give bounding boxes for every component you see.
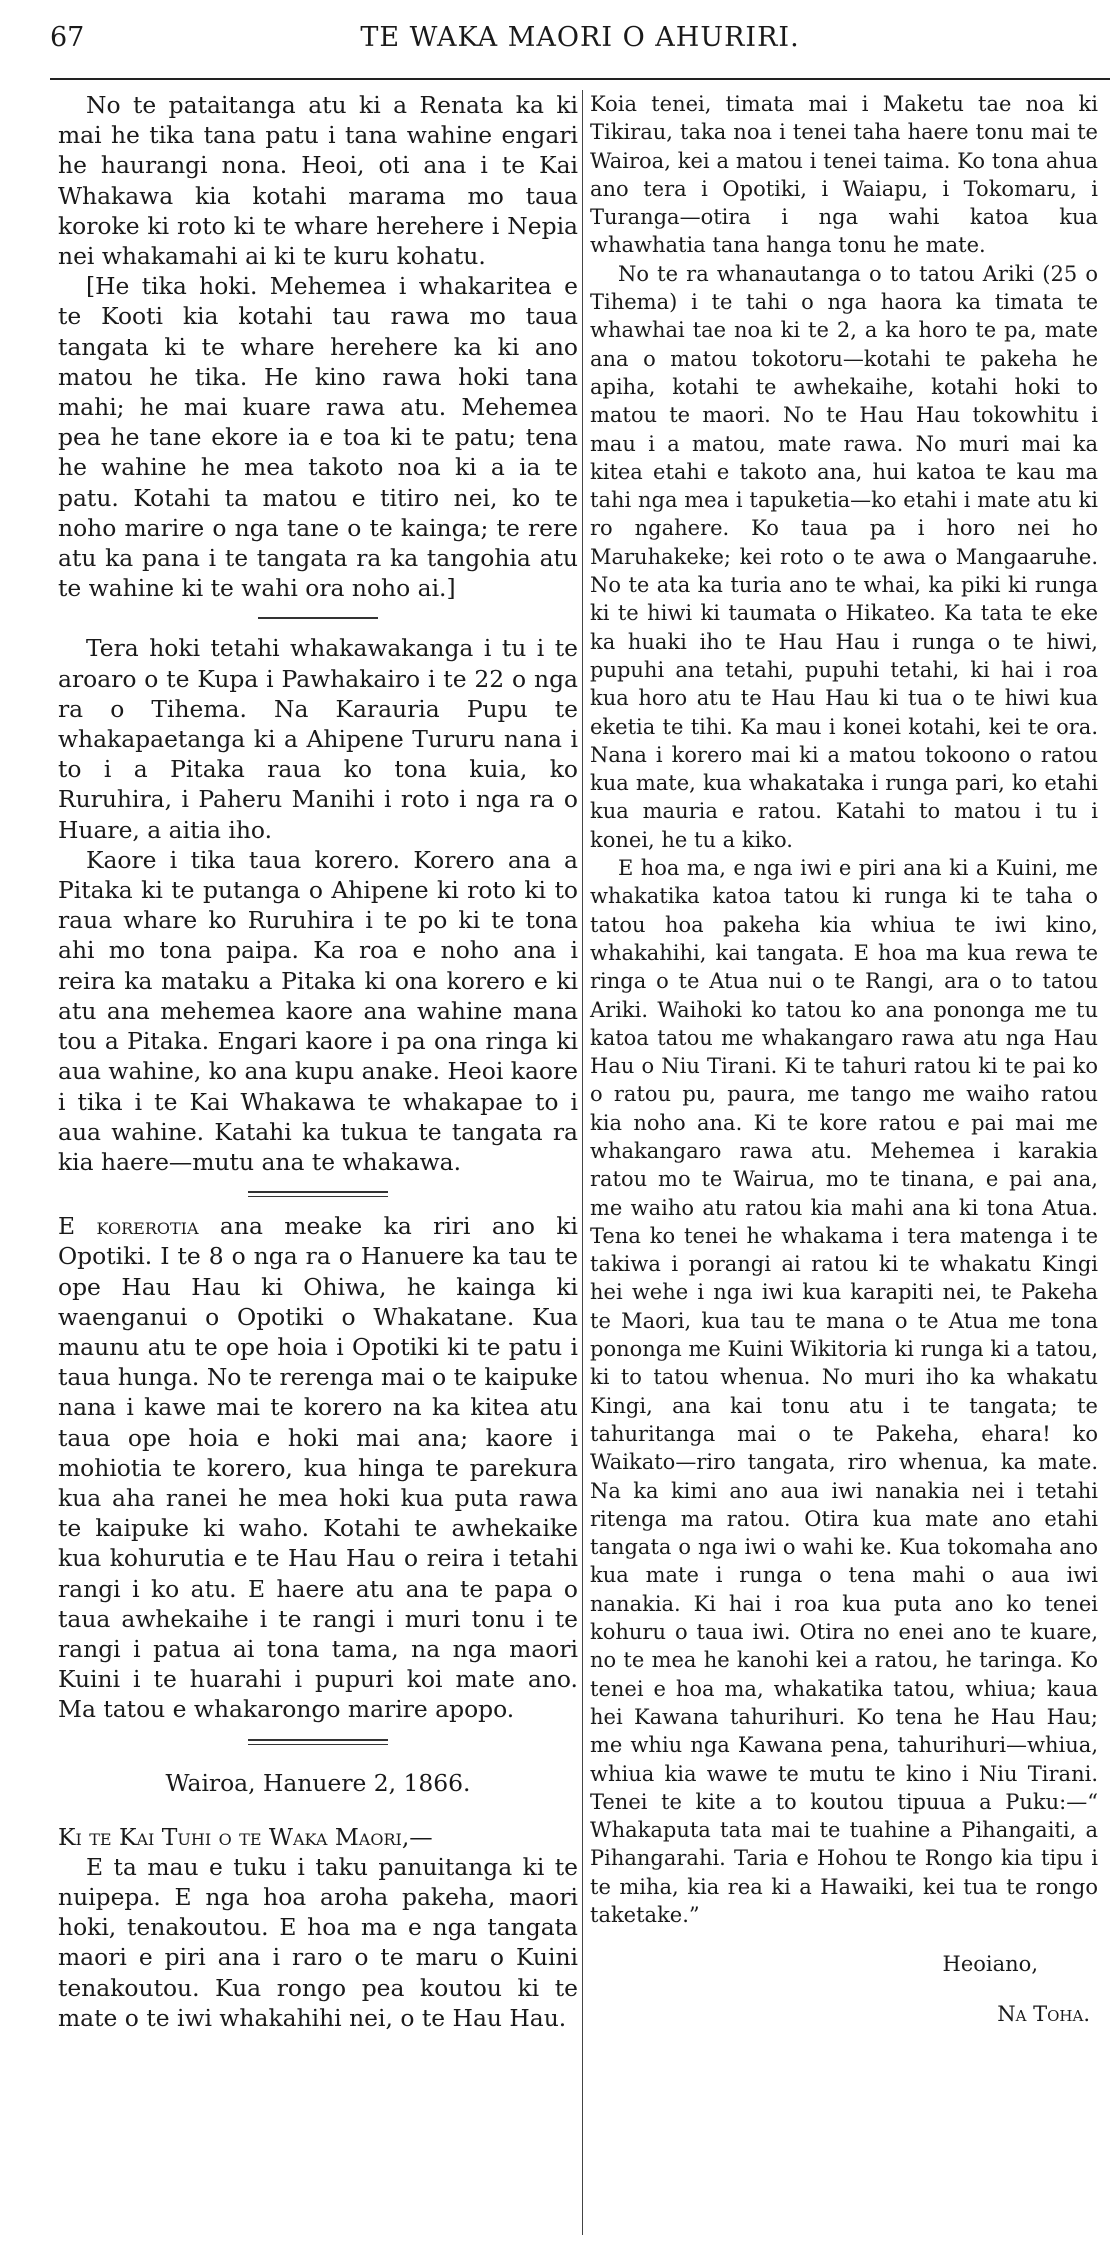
- letter-closing: Heoiano,: [942, 1952, 1038, 1977]
- page-number: 67: [50, 22, 85, 53]
- right-column: [590, 90, 1098, 2049]
- letter-signature: Na Toha.: [997, 2001, 1090, 2026]
- letter-dateline: Wairoa, Hanuere 2, 1866.: [165, 1768, 471, 1797]
- article-paragraph: No te pataitanga atu ki a Renata ka ki mai he tika tana patu i tana wahine engari he haurangi nona. Heoi, oti ana i te Kai Whakawa kia kotahi marama mo taua koroke ki roto ki te whare herehere i Nepia nei whakamahi ai ki te kuru kohatu.: [58, 91, 578, 271]
- letter-salutation: Ki te Kai Tuhi o te Waka Maori,—: [58, 1822, 433, 1851]
- news-item: [58, 1211, 578, 1724]
- lead-words: E korerotia: [58, 1212, 199, 1241]
- page-header: [50, 22, 1110, 62]
- letter-paragraph: E ta mau e tuku i taku panuitanga ki te nuipepa. E nga hoa aroha pakeha, maori hoki, tenakoutou. E hoa ma e nga tangata maori e piri ana i raro o te maru o Kuini tenakoutou. Kua rongo pea koutou ki te mate o te iwi whakahihi nei, o te Hau Hau.: [58, 1852, 578, 2032]
- section-divider: [248, 1739, 388, 1745]
- letter-paragraph: Koia tenei, timata mai i Maketu tae noa ki Tikirau, taka noa i tenei taha haere tonu mai te Wairoa, kei a matou i tenei taima. Ko tona ahua ano tera i Opotiki, i Waiapu, i Tokomaru, i Turanga—otira i nga wahi katoa kua whawhatia tana hanga tonu he mate.: [590, 92, 1098, 258]
- letter-paragraph: E hoa ma, e nga iwi e piri ana ki a Kuini, me whakatika katoa tatou ki runga ki te taha o tatou hoa pakeha kia whiua te iwi kino, whakahihi, kai tangata. E hoa ma kua rewa te ringa o te Atua nui o te Rangi, ara o to tatou Ariki. Waihoki ko tatou ko ana pononga me tu katoa tatou me whakangaro rawa atu nga Hau Hau o Niu Tirani. Ki te tahuri ratou ki te pai ko o ratou pu, paura, me tango me waiho ratou kia noho ana. Ki te kore ratou e pai mai me whakangaro rawa atu. Mehemea i karakia ratou mo te Wairua, mo te tinana, e pai ana, me waiho atu ratou kia mahi ana ki tona Atua. Tena ko tenei he whakama i tera matenga i te takiwa i porangi ai ratou ki te whakatu Kingi hei wehe i nga iwi kua karapiti nei, te Pakeha te Maori, kua tau te mana o te Atua me tona pononga me Kuini Wikitoria ki runga ki a tatou, ki to tatou whenua. No muri iho ka whakatu Kingi, ana kai tonu atu i te tangata; te tahuritanga mai o te Pakeha, ehara! ko Waikato—riro tangata, riro whenua, ka mate. Na ka kimi ano aua iwi nanakia nei i tetahi ritenga ma ratou. Otira kua mate ano etahi tangata o nga iwi o wahi ke. Kua tokomaha ano kua mate i runga o tena mahi o aua iwi nanakia. Ki hai i roa kua puta ano ko tenei kohuru o taua iwi. Otira no enei ano te kuare, no te mea he kanohi kei a ratou, he taringa. Ko tenei e hoa ma, whakatika tatou, whiua; kaua hei Kawana tahurihuri. Ko tena he Hau Hau; me whiu nga Kawana pena, tahurihuri—whiua, whiua kia wawe te mutu te kino i Niu Tirani. Tenei te kite a to koutou tipuua a Puku:—“ Whakaputa tata mai te tuahine a Pihangaiti, a Pihangarahi. Taria e Hohou te Rongo kia tipu i te miha, kia rea ki a Hawaiki, kei tua te rongo taketake.”: [590, 856, 1098, 1927]
- column-rule: [582, 90, 583, 2235]
- article-paragraph: Kaore i tika taua korero. Korero ana a Pitaka ki te putanga o Ahipene ki roto ki to raua whare ko Ruruhira i te po ki te tona ahi mo tona paipa. Ka roa e noho ana i reira ka mataku a Pitaka ki ona korero e ki atu ana mehemea kaore ana wahine mana tou a Pitaka. Engari kaore i pa ona ringa ki aua wahine, ko ana kupu anake. Heoi kaore i tika i te Kai Whakawa te whakapae to i aua wahine. Katahi ka tukua te tangata ra kia haere—mutu ana te whakawa.: [58, 845, 578, 1176]
- header-rule: [50, 78, 1110, 80]
- article-paragraph: Tera hoki tetahi whakawakanga i tu i te aroaro o te Kupa i Pawhakairo i te 22 o nga ra o Tihema. Na Karauria Pupu te whakapaetanga ki a Ahipene Tururu nana i to i a Pitaka raua ko tona kuia, ko Ruruhira, i Paheru Manihi i roto i nga ra o Huare, a aitia iho.: [58, 634, 578, 844]
- left-column: [58, 90, 578, 2033]
- news-item-body: ana meake ka riri ano ki Opotiki. I te 8 o nga ra o Hanuere ka tau te ope Hau Hau ki Ohiwa, he kainga ki waenganui o Opotiki o Whakatane. Kua maunu atu te ope hoia i Opotiki ki te patu i taua hunga. No te rerenga mai o te kaipuke nana i kawe mai te korero na ka kitea atu taua ope hoia e hoki mai ana; kaore i mohiotia te korero, kua hinga te parekura kua aha ranei he mea hoki kua puta rawa te kaipuke ki waho. Kotahi te awhekaike kua kohurutia e te Hau Hau o reira i tetahi rangi i ko atu. E haere atu ana te papa o taua awhekaihe i te rangi i muri tonu i te rangi i patua ai tona tama, na nga maori Kuini i te huarahi i pupuri koi mate ano. Ma tatou e whakarongo marire apopo.: [58, 1212, 578, 1724]
- section-divider: [248, 1191, 388, 1197]
- section-divider: [258, 617, 378, 619]
- letter-paragraph: No te ra whanautanga o to tatou Ariki (25 o Tihema) i te tahi o nga haora ka timata te whawhai tae noa ki te 2, a ka horo te pa, mate ana o matou tokotoru—kotahi te pakeha he apiha, kotahi te awhekaihe, kotahi hoki to matou te maori. No te Hau Hau tokowhitu i mau i a matou, mate rawa. No muri mai ka kitea etahi e takoto ana, hui katoa te kau ma tahi nga mea i tapuketia—ko etahi i mate atu ki ro ngahere. Ko taua pa i horo nei ho Maruhakeke; kei roto o te awa o Mangaaruhe. No te ata ka turia ano te whai, ka piki ki runga ki te hiwi ki taumata o Hikateo. Ka tata te eke ka huaki iho te Hau Hau i runga o te hiwi, pupuhi ana tetahi, pupuhi tetahi, ki hai i roa kua horo atu te Hau Hau ki tua o te hiwi kua eketia te tihi. Ka mau i konei kotahi, kei te ora. Nana i korero mai ki a matou tokoono o ratou kua mate, kua whakataka i runga pari, ko etahi kua mauria e ratou. Katahi to matou i tu i konei, he tu a kiko.: [590, 261, 1098, 852]
- editor-note: [He tika hoki. Mehemea i whakaritea e te Kooti kia kotahi tau rawa mo taua tangata ki te whare herehere ka ki ano matou he tika. He kino rawa hoki tana mahi; he mai kuare rawa atu. Mehemea pea he tane ekore ia e toa ki te patu; tena he wahine he mea takoto noa ki a ia te patu. Kotahi ta matou e titiro nei, ko te noho marire o nga tane o te kainga; te rere atu ka pana i te tangata ra ka tangohia atu te wahine ki te wahi ora noho ai.]: [58, 272, 578, 603]
- page-title: TE WAKA MAORI O AHURIRI.: [360, 22, 800, 53]
